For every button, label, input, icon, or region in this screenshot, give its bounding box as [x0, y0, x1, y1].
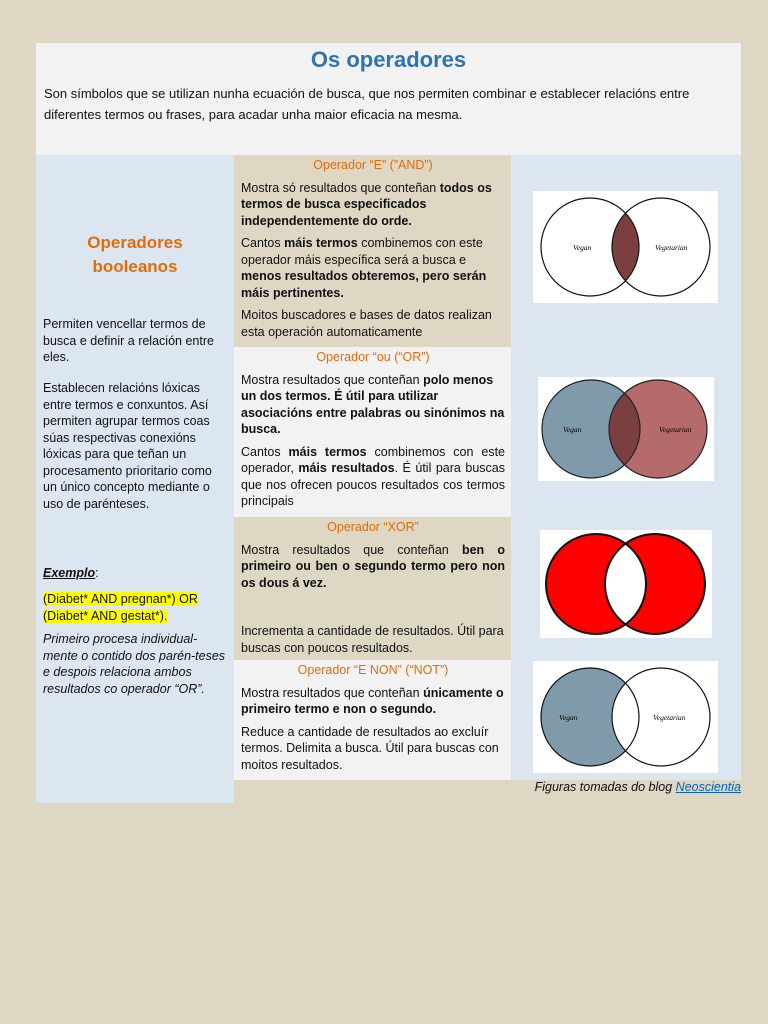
page-title: Os operadores	[310, 47, 467, 72]
operator-not-p2: Reduce a cantidade de resultados ao excluír termos. Delimita a busca. Útil para buscas con moitos resultados.	[241, 724, 499, 772]
operator-xor-p2: Incrementa a cantidade de resultados. Útil para buscas con poucos resultados.	[241, 624, 504, 655]
example-query	[43, 591, 229, 624]
venn-or-right-label: Vegetarian	[659, 425, 692, 434]
operator-or-heading: Operador “ou (“OR”)	[316, 350, 430, 364]
venn-and-right-label: Vegetarian	[655, 243, 688, 252]
example-query-line1: (Diabet* AND pregnan*) OR	[43, 592, 198, 606]
left-title-line2: booleanos	[92, 257, 178, 276]
operator-and-p1-bold: todos os termos de busca especificados independentemente do orde.	[241, 180, 492, 228]
venn-not-left-label: Vegan	[559, 713, 578, 722]
neoscientia-link[interactable]: Neoscientia	[675, 780, 741, 794]
operator-and-p2	[241, 235, 505, 301]
operator-xor-p1-text: Mostra resultados que conteñan	[241, 542, 462, 557]
operator-or-p2-text-b: combinemos con este operador,	[241, 444, 505, 475]
operator-and-p2-bold-b: menos resultados obteremos, pero serán máis pertinentes.	[241, 269, 487, 300]
venn-not-diagram	[533, 661, 718, 773]
operator-or-p1	[241, 372, 505, 438]
operator-xor-p1	[241, 542, 505, 592]
venn-or-diagram	[538, 377, 714, 481]
venn-xor-diagram	[540, 530, 712, 638]
operator-not-p1	[241, 685, 505, 718]
operator-and-p1	[241, 180, 505, 230]
operator-xor-heading: Operador “XOR”	[327, 520, 419, 534]
left-panel	[36, 155, 234, 803]
operator-or-p1-bold: polo menos un dos termos. É útil para utilizar asociacións entre palabras ou sinónimos na busca.	[241, 372, 505, 436]
venn-xor-figure	[540, 530, 712, 638]
operator-or-p2	[241, 444, 505, 510]
left-panel-title	[36, 231, 234, 279]
operator-or-p2-bold-b: máis resultados	[298, 461, 395, 475]
venn-and-figure	[533, 191, 718, 303]
venn-and-left-label: Vegan	[573, 243, 592, 252]
operator-not-p1-bold: únicamente o primeiro termo e non o segundo.	[241, 685, 504, 716]
venn-or-left-label: Vegan	[563, 425, 582, 434]
example-colon: :	[95, 566, 99, 580]
operator-not-heading: Operador “E NON” (“NOT”)	[297, 663, 449, 677]
figures-caption	[511, 780, 741, 794]
left-paragraph-2: Establecen relacións lóxicas entre termos e conxuntos. Así permiten agrupar termos coas súas respectivas conexións lóxicas para que teñan un procesamento prioritario como un único concepto mediante o uso de parénteses.	[43, 381, 212, 511]
left-title-line1: Operadores	[87, 233, 183, 252]
operator-and-p2-text-b: combinemos con este operador máis específica será a busca e	[241, 236, 483, 267]
operator-or-p1-text: Mostra resultados que conteñan	[241, 372, 424, 387]
operator-not-p1-text: Mostra resultados que conteñan	[241, 685, 424, 700]
intro-text: Son símbolos que se utilizan nunha ecuación de busca, que nos permiten combinar e establecer relacións entre diferentes termos ou frases, para acadar unha maior eficacia na mesma.	[44, 86, 690, 122]
caption-text: Figuras tomadas do blog	[534, 780, 676, 794]
example-label: Exemplo	[43, 566, 96, 580]
operator-and-p2-text-a: Cantos	[241, 236, 285, 250]
operator-and-section	[234, 155, 511, 347]
example-heading	[43, 565, 229, 582]
example-note: Primeiro procesa individual-mente o contido dos parén-teses e despois relaciona ambos resultados co operador “OR”.	[43, 632, 226, 696]
operator-xor-section	[234, 517, 511, 660]
venn-and-diagram	[533, 191, 718, 303]
venn-not-figure	[533, 661, 718, 773]
venn-not-right-label: Vegetarian	[653, 713, 686, 722]
example-query-line2: (Diabet* AND gestat*).	[43, 608, 168, 623]
operator-or-p2-bold-a: máis termos	[288, 444, 367, 459]
operator-and-p2-bold-a: máis termos	[284, 236, 358, 250]
operator-or-p2-text-a: Cantos	[241, 444, 289, 459]
operator-or-section	[234, 347, 511, 517]
operator-and-p3: Moitos buscadores e bases de datos realizan esta operación automaticamente	[241, 308, 492, 339]
figures-column	[511, 155, 741, 780]
operator-and-p1-text: Mostra só resultados que conteñan	[241, 180, 440, 195]
operator-or-p2-text-c: . É útil para buscas que nos ofrecen poucos resultados cos termos principais	[241, 461, 505, 508]
header	[36, 43, 741, 155]
operator-xor-p1-bold: ben o primeiro ou ben o segundo termo pero non os dous á vez.	[241, 542, 505, 590]
left-paragraph-1: Permiten vencellar termos de busca e definir a relación entre eles.	[43, 317, 214, 364]
operator-and-heading: Operador “E” (”AND”)	[313, 158, 433, 172]
venn-or-figure	[538, 377, 714, 481]
operator-not-section	[234, 660, 511, 780]
